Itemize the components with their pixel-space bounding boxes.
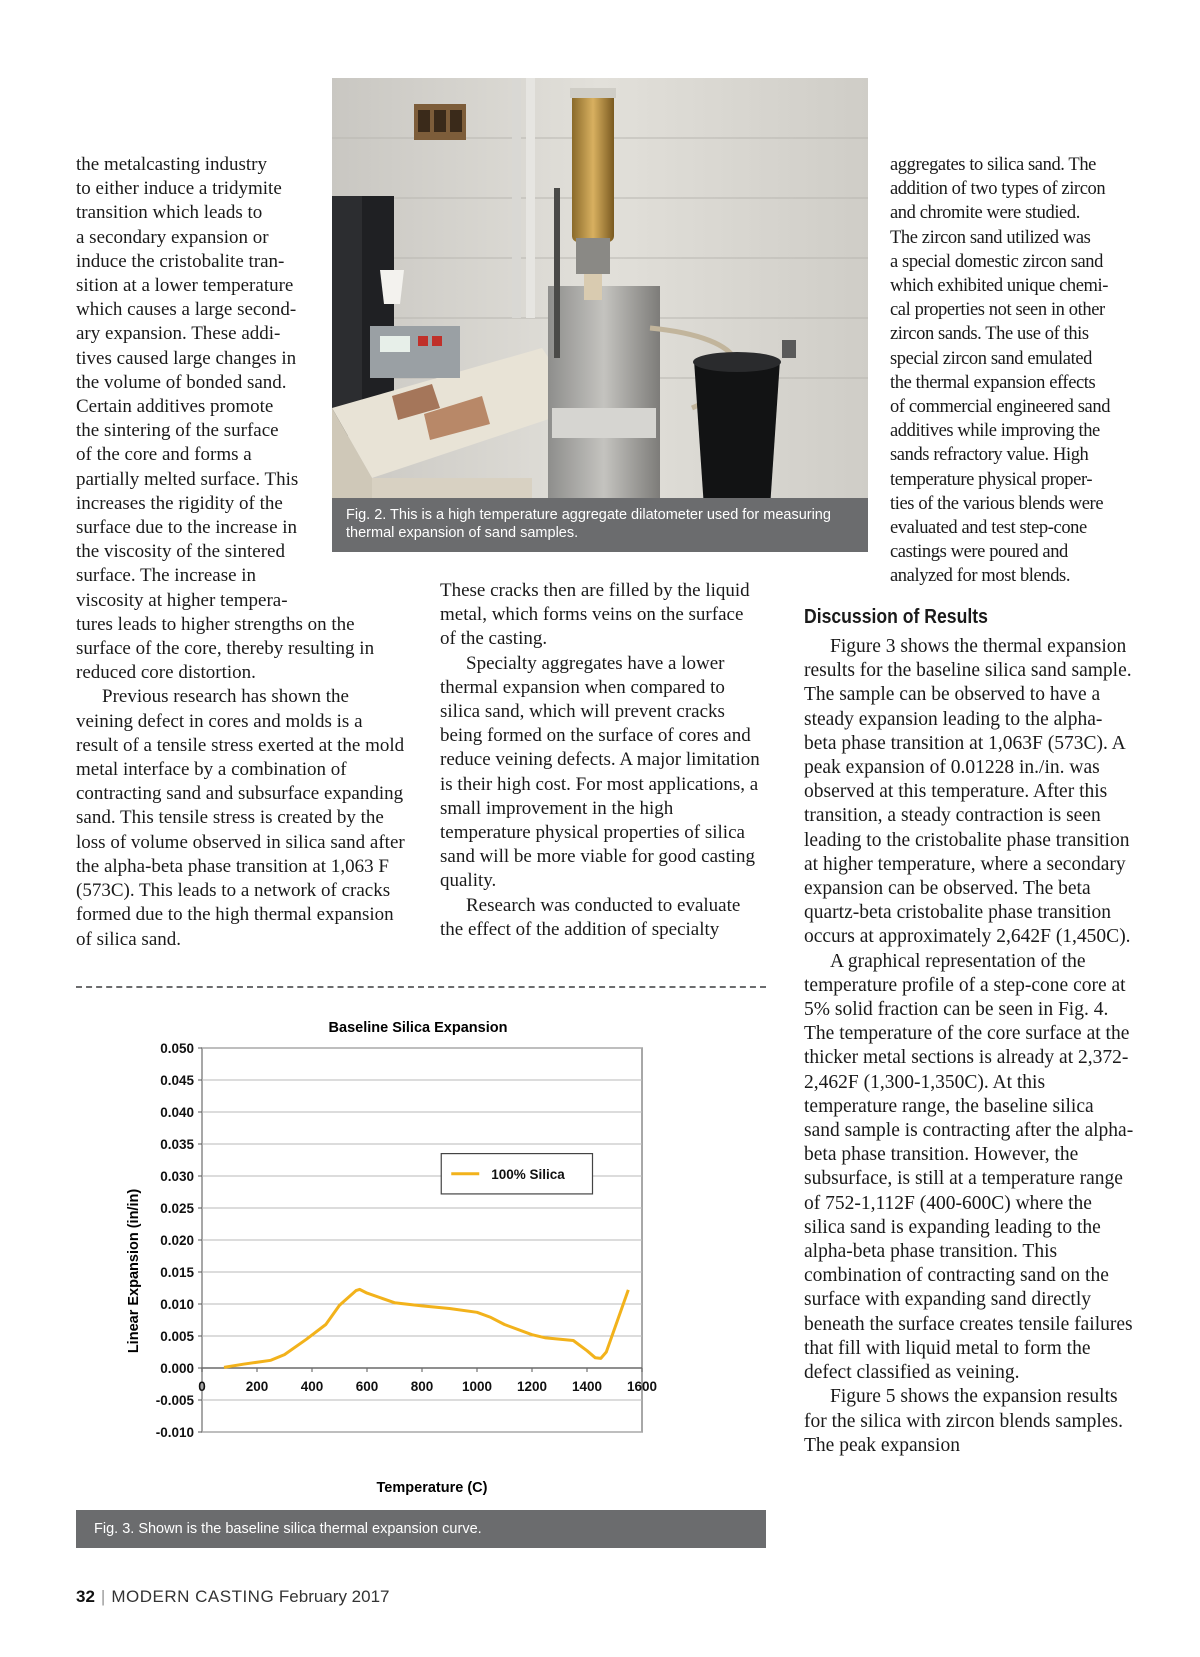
- fig2-caption: Fig. 2. This is a high temperature aggregate dilatometer used for measuring thermal expansion of sand samples.: [332, 498, 868, 552]
- right-text-line: ties of the various blends were: [890, 493, 1104, 514]
- right-text-line: addition of two types of zircon: [890, 179, 1106, 200]
- plot-area: [156, 1041, 657, 1440]
- middle-paragraph-2: Specialty aggregates have a lower thermal expansion when compared to silica sand, which will prevent cracks being formed on the surface of cores and reduce veining defects. A major limitation is their high cost. For most applications, a small improvement in the high temperature physical properties of silica sand will be more viable for good casting quality.: [440, 652, 760, 892]
- y-tick-label: 0.005: [160, 1329, 194, 1344]
- right-text-line: castings were poured and: [890, 542, 1068, 563]
- fig3-expansion-chart: [118, 1010, 678, 1500]
- discussion-body: [804, 635, 1134, 1458]
- right-text-line: and chromite were studied.: [890, 203, 1080, 224]
- left-text-line: increases the rigidity of the: [76, 492, 283, 514]
- left-text-line: surface. The increase in: [76, 565, 257, 587]
- left-text-line: viscosity at higher tempera-: [76, 589, 288, 611]
- right-text-line: additives while improving the: [890, 421, 1100, 442]
- left-text-line: reduced core distortion.: [76, 662, 256, 684]
- page-footer: [76, 1587, 390, 1607]
- left-text-line: which causes a large second-: [76, 299, 297, 321]
- left-text-line: a secondary expansion or: [76, 226, 269, 248]
- y-tick-label: 0.035: [160, 1137, 194, 1152]
- magazine-name: MODERN CASTING: [111, 1587, 275, 1606]
- y-tick-label: 0.025: [160, 1201, 194, 1216]
- right-intro-paragraph: [890, 153, 1130, 589]
- left-text-line: tives caused large changes in: [76, 347, 297, 369]
- left-paragraph-2: Previous research has shown the veining defect in cores and molds is a result of a tensile stress exerted at the mold metal interface by a combination of contracting sand and subsurface expanding sand. This tensile stress is created by the loss of volume observed in silica sand after the alpha-beta phase transition at 1,063 F (573C). This leads to a network of cracks formed due to the high thermal expansion of silica sand.: [76, 686, 405, 950]
- fig3-caption: Fig. 3. Shown is the baseline silica thermal expansion curve.: [76, 1510, 766, 1548]
- right-text-line: sands refractory value. High: [890, 445, 1089, 466]
- middle-paragraph-3: Research was conducted to evaluate the effect of the addition of specialty: [440, 894, 741, 940]
- middle-column: [440, 579, 760, 942]
- left-text-line: to either induce a tridymite: [76, 178, 282, 200]
- left-text-line: induce the cristobalite tran-: [76, 250, 285, 272]
- right-text-line: evaluated and test step-cone: [890, 518, 1087, 539]
- right-text-line: which exhibited unique chemi-: [890, 276, 1109, 297]
- x-tick-label: 1000: [461, 1379, 493, 1394]
- y-tick-label: -0.005: [155, 1393, 194, 1408]
- left-text-line: transition which leads to: [76, 202, 263, 224]
- x-tick-label: 1200: [516, 1379, 548, 1394]
- left-text-line: ary expansion. These addi-: [76, 323, 281, 345]
- right-text-line: special zircon sand emulated: [890, 348, 1092, 369]
- left-text-line: surface due to the increase in: [76, 517, 298, 539]
- chart-y-axis-label: Linear Expansion (in/in): [126, 1188, 142, 1354]
- y-tick-label: 0.030: [160, 1169, 194, 1184]
- issue-date: February 2017: [278, 1587, 390, 1606]
- left-text-line: sition at a lower temperature: [76, 275, 294, 297]
- left-text-line: Certain additives promote: [76, 396, 274, 418]
- right-text-line: zircon sands. The use of this: [890, 324, 1089, 345]
- page-number: 32: [76, 1587, 95, 1606]
- x-tick-label: 1400: [571, 1379, 603, 1394]
- section-divider: [76, 986, 766, 988]
- y-tick-label: 0.050: [160, 1041, 194, 1056]
- left-text-line: the sintering of the surface: [76, 420, 279, 442]
- footer-separator: |: [100, 1587, 106, 1606]
- y-tick-label: 0.015: [160, 1265, 194, 1280]
- x-tick-label: 400: [300, 1379, 324, 1394]
- left-text-line: tures leads to higher strengths on the: [76, 613, 355, 635]
- y-tick-label: 0.000: [160, 1361, 194, 1376]
- y-tick-label: 0.040: [160, 1105, 194, 1120]
- left-text-line: surface of the core, thereby resulting in: [76, 638, 375, 660]
- left-text-line: the viscosity of the sintered: [76, 541, 285, 563]
- discussion-heading: Discussion of Results: [804, 606, 988, 628]
- right-column-top: [890, 153, 1130, 589]
- y-tick-label: 0.045: [160, 1073, 194, 1088]
- left-text-line: of the core and forms a: [76, 444, 252, 466]
- chart-x-axis-label: Temperature (C): [376, 1480, 488, 1496]
- right-text-line: aggregates to silica sand. The: [890, 155, 1096, 175]
- x-tick-label: 800: [410, 1379, 434, 1394]
- right-text-line: a special domestic zircon sand: [890, 251, 1103, 272]
- legend-label: 100% Silica: [491, 1166, 565, 1182]
- y-tick-label: 0.010: [160, 1297, 194, 1312]
- x-tick-label: 0: [198, 1379, 206, 1394]
- discussion-paragraph-1: Figure 3 shows the thermal expansion results for the baseline silica sand sample. The sample can be observed to have a steady expansion leading to the alpha-beta phase transition at 1,063F (573C). A peak expansion of 0.01228 in./in. was observed at this temperature. After this transition, a steady contraction is seen leading to the cristobalite phase transition at higher temperature, where a secondary expansion can be observed. The beta quartz-beta cristobalite phase transition occurs at approximately 2,642F (1,450C).: [804, 636, 1132, 948]
- middle-paragraph-1: These cracks then are filled by the liquid metal, which forms veins on the surface of the casting.: [440, 580, 750, 650]
- discussion-paragraph-2: A graphical representation of the temperature profile of a step-cone core at 5% solid fraction can be seen in Fig. 4. The temperature of the core surface at the thicker metal sections is already at 2,372-2,462F (1,300-1,350C). At this temperature range, the baseline silica sand sample is contracting after the alpha-beta phase transition. However, the subsurface, is still at a temperature range of 752-1,112F (400-600C) where the silica sand is expanding leading to the alpha-beta phase transition. This combination of contracting sand on the surface with expanding sand directly beneath the surface creates tensile failures that fill with liquid metal to form the defect classified as veining.: [804, 950, 1134, 1384]
- right-text-line: of commercial engineered sand: [890, 397, 1111, 418]
- fig2-dilatometer-photo: [332, 78, 868, 552]
- discussion-paragraph-3: Figure 5 shows the expansion results for the silica with zircon blends samples. The peak expansion: [804, 1386, 1123, 1456]
- y-tick-label: 0.020: [160, 1233, 194, 1248]
- left-text-line: partially melted surface. This: [76, 468, 299, 490]
- chart-title: Baseline Silica Expansion: [328, 1020, 508, 1036]
- right-text-line: The zircon sand utilized was: [890, 227, 1091, 248]
- right-text-line: analyzed for most blends.: [890, 566, 1071, 587]
- left-text-line: the metalcasting industry: [76, 154, 268, 175]
- right-text-line: temperature physical proper-: [890, 469, 1093, 490]
- x-tick-label: 200: [245, 1379, 269, 1394]
- left-text-line: the volume of bonded sand.: [76, 371, 287, 393]
- x-tick-label: 600: [355, 1379, 379, 1394]
- x-tick-label: 1600: [626, 1379, 658, 1394]
- right-text-line: the thermal expansion effects: [890, 372, 1096, 393]
- right-text-line: cal properties not seen in other: [890, 300, 1105, 321]
- y-tick-label: -0.010: [155, 1425, 194, 1440]
